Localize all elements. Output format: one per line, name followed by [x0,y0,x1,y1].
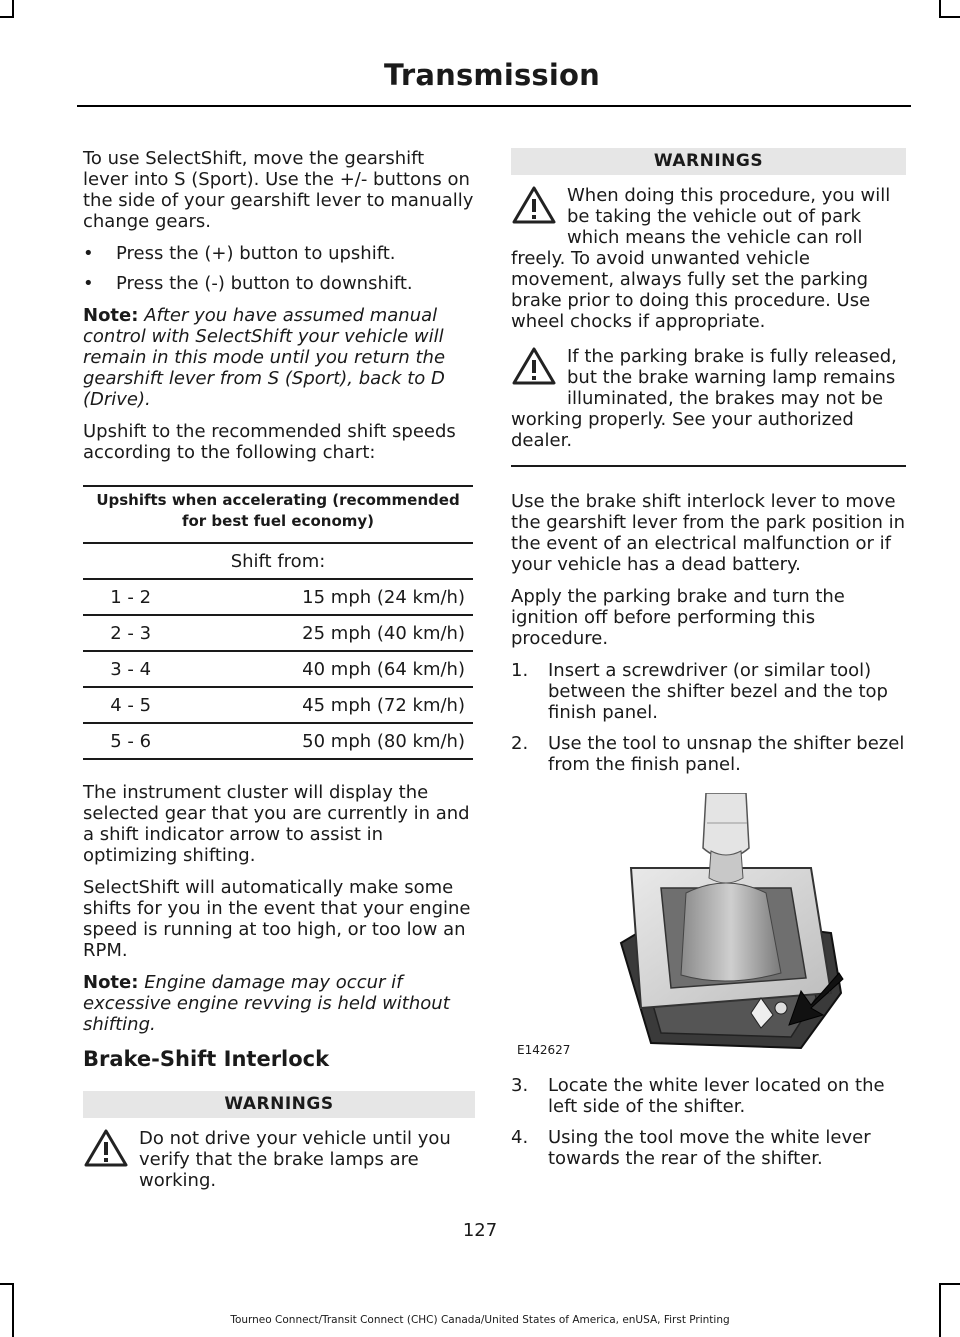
table-row [83,723,473,759]
warning-item: When doing this procedure, you will be taking the vehicle out of park which means the vehicle can roll freely. To avoid unwanted vehicle movement, always fully set the parking brake prior to doing this procedure. Use wheel chocks if appropriate. [511,185,891,332]
speed-cell: 40 mph (64 km/h) [178,651,473,687]
warnings-header: WARNINGS [83,1091,475,1118]
list-item: • Press the (+) button to upshift. [83,243,396,264]
bullet-icon: • [83,243,94,264]
table-row [83,687,473,723]
figure-code: E142627 [517,1043,571,1057]
crop-mark [939,16,960,18]
intro-paragraph: To use SelectShift, move the gearshift lever into S (Sport). Use the +/- buttons on the side of your gearshift lever to manually change gears. [83,148,474,232]
warning-item: Do not drive your vehicle until you verify that the brake lamps are working. [83,1128,475,1191]
crop-mark [939,1283,960,1285]
list-item: • Press the (-) button to downshift. [83,273,413,294]
warning-triangle-icon [511,346,561,390]
gear-cell: 2 - 3 [83,615,178,651]
table-subheader: Shift from: [83,543,473,579]
list-item: 4. Using the tool move the white lever towards the rear of the shifter. [511,1127,871,1169]
note-manual-control: Note: After you have assumed manual control with SelectShift your vehicle will remain in this mode until you return the gearshift lever from S (Sport), back to D (Drive). [83,305,446,410]
warning-item: If the parking brake is fully released, but the brake warning lamp remains illuminated, the brakes may not be working properly. See your authorized dealer. [511,346,897,451]
header-rule [77,105,911,107]
warnings-box [511,148,906,467]
gear-cell: 1 - 2 [83,579,178,615]
crop-mark [12,1283,14,1337]
procedure-steps-continued [511,1075,906,1169]
warnings-divider [511,465,906,467]
shift-button-list [83,243,475,294]
speed-cell: 45 mph (72 km/h) [178,687,473,723]
shifter-illustration [511,793,906,1061]
list-item: 1. Insert a screwdriver (or similar tool) between the shifter bezel and the top finish panel. [511,660,888,723]
parking-brake-paragraph: Apply the parking brake and turn the ignition off before performing this procedure. [511,586,845,649]
procedure-steps [511,660,906,775]
page-title: Transmission [384,58,600,92]
warnings-header: WARNINGS [511,148,906,175]
right-column [511,148,906,1179]
crop-mark [0,1283,14,1285]
table-row [83,651,473,687]
gear-cell: 3 - 4 [83,651,178,687]
table-row [83,615,473,651]
cluster-paragraph: The instrument cluster will display the selected gear that you are currently in and a shift indicator arrow to assist in optimizing shifting. [83,782,470,866]
gear-cell: 4 - 5 [83,687,178,723]
bullet-icon: • [83,273,94,294]
crop-mark [0,16,14,18]
list-item: 3. Locate the white lever located on the left side of the shifter. [511,1075,885,1117]
warnings-box [83,1091,475,1191]
speed-cell: 15 mph (24 km/h) [178,579,473,615]
footer-text: Tourneo Connect/Transit Connect (CHC) Canada/United States of America, enUSA, First Printing [230,1314,730,1326]
upshift-intro: Upshift to the recommended shift speeds according to the following chart: [83,421,456,463]
gear-cell: 5 - 6 [83,723,178,759]
crop-mark [939,1283,941,1337]
section-title: Brake-Shift Interlock [83,1047,330,1071]
speed-cell: 50 mph (80 km/h) [178,723,473,759]
speed-cell: 25 mph (40 km/h) [178,615,473,651]
warning-triangle-icon [511,185,561,229]
note-engine-damage: Note: Engine damage may occur if excessive engine revving is held without shifting. [83,972,450,1035]
warning-triangle-icon [83,1128,133,1172]
table-title: Upshifts when accelerating (recommended for best fuel economy) [83,486,473,543]
auto-shift-paragraph: SelectShift will automatically make some shifts for you in the event that your engine speed is running at too high, or too low an RPM. [83,877,471,961]
page-number: 127 [462,1220,498,1241]
left-column [83,148,475,1205]
interlock-paragraph: Use the brake shift interlock lever to move the gearshift lever from the park position in the event of an electrical malfunction or if your vehicle has a dead battery. [511,491,906,575]
upshift-table [83,485,473,760]
table-row [83,579,473,615]
list-item: 2. Use the tool to unsnap the shifter bezel from the finish panel. [511,733,905,775]
